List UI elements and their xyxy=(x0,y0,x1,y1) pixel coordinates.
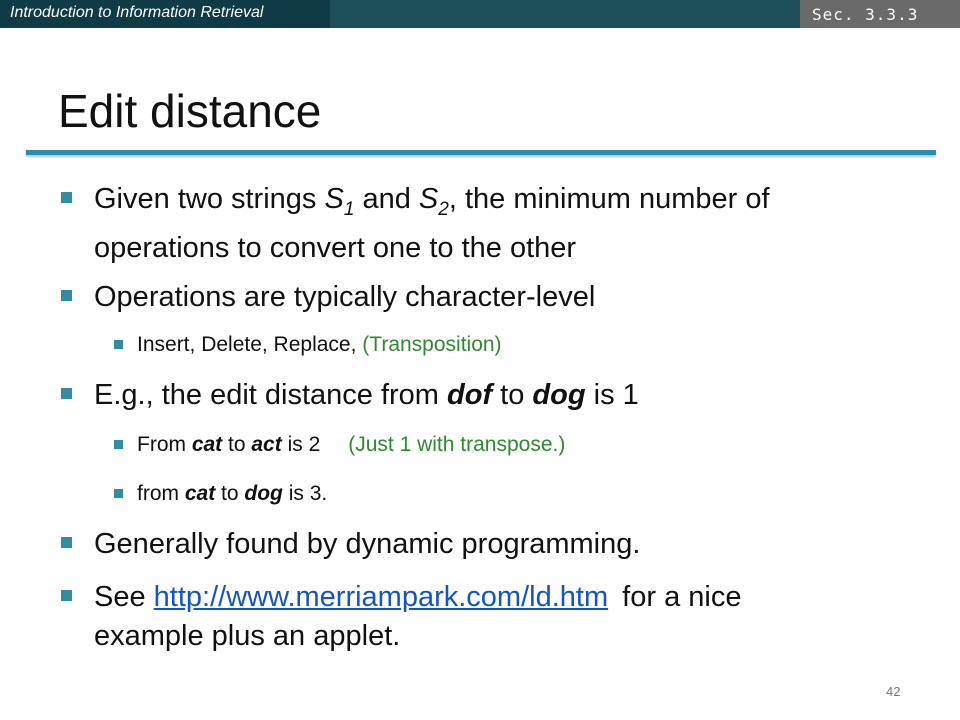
merriampark-link[interactable]: http://www.merriampark.com/ld.htm xyxy=(153,581,609,613)
word-dog: dog xyxy=(244,482,283,505)
word-dof: dof xyxy=(447,379,493,411)
bullet-marker xyxy=(61,388,72,399)
bullet-marker xyxy=(114,440,123,449)
transposition-note: (Transposition) xyxy=(362,333,502,356)
string-s1: $S_1$ xyxy=(324,183,355,220)
subbullet-cat-dog xyxy=(137,480,897,508)
word-dog: dog xyxy=(532,379,586,411)
bullet-operations xyxy=(94,278,914,317)
string-s2: $S_2$ xyxy=(418,183,449,220)
subbullet-cat-act xyxy=(137,431,897,459)
subbullet-text: from xyxy=(137,482,185,505)
subbullet-text: From xyxy=(137,433,192,456)
bullet-text: for a nice xyxy=(614,581,742,613)
bullet-text-line2: example plus an applet. xyxy=(94,620,401,652)
bullet-text: Operations are typically character-level xyxy=(94,281,596,313)
subbullet-text: to xyxy=(215,482,245,505)
bullet-example xyxy=(94,376,914,415)
subbullet-operations-list xyxy=(137,331,897,359)
bullet-marker xyxy=(61,192,72,203)
bullet-text: Given two strings xyxy=(94,183,325,215)
bullet-text: See xyxy=(94,581,154,613)
bullet-marker xyxy=(61,537,72,548)
bullet-text: to xyxy=(492,379,533,411)
page-number: 42 xyxy=(886,684,901,699)
bullet-text: , the minimum number of xyxy=(448,183,770,215)
bullet-text-line2: operations to convert one to the other xyxy=(94,231,577,264)
bullet-marker xyxy=(61,290,72,301)
bullet-marker xyxy=(61,590,72,601)
bullet-marker xyxy=(114,340,123,349)
section-label: Sec. 3.3.3 xyxy=(812,5,919,24)
subbullet-text: is 3. xyxy=(282,482,328,505)
slide-title: Edit distance xyxy=(58,85,322,137)
course-title: Introduction to Information Retrieval xyxy=(10,4,264,21)
bullet-given-two-strings xyxy=(94,180,914,268)
bullet-text: Generally found by dynamic programming. xyxy=(94,528,641,560)
bullet-text: is 1 xyxy=(585,379,639,411)
word-cat: cat xyxy=(191,433,223,456)
bullet-text: and xyxy=(354,183,419,215)
word-act: act xyxy=(251,433,282,456)
subbullet-text: Insert, Delete, Replace, xyxy=(137,333,363,356)
word-cat: cat xyxy=(184,482,216,505)
bullet-marker xyxy=(114,489,123,498)
transpose-note: (Just 1 with transpose.) xyxy=(348,433,566,456)
subbullet-text: is 2 xyxy=(281,433,321,456)
bullet-dynamic-programming xyxy=(94,525,914,564)
bullet-see-link xyxy=(94,578,914,656)
bullet-text: E.g., the edit distance from xyxy=(94,379,448,411)
subbullet-text: to xyxy=(222,433,252,456)
